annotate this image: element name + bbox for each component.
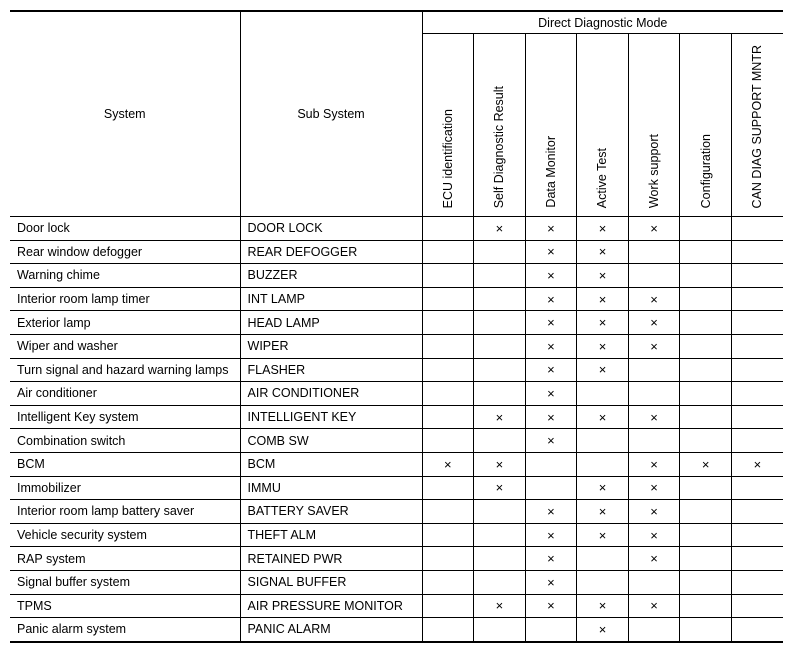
empty-cell: [628, 358, 680, 382]
table-row: [10, 570, 783, 594]
mode-header-self-diagnostic-result: Self Diagnostic Result: [474, 34, 526, 217]
system-cell: Exterior lamp: [10, 311, 240, 335]
supported-mark: ×: [474, 476, 526, 500]
empty-cell: [731, 264, 783, 288]
supported-mark: ×: [525, 358, 577, 382]
supported-mark: ×: [628, 523, 680, 547]
system-cell: Rear window defogger: [10, 240, 240, 264]
sub-system-cell: SIGNAL BUFFER: [240, 570, 422, 594]
empty-cell: [731, 476, 783, 500]
supported-mark: ×: [628, 547, 680, 571]
sub-system-cell: IMMU: [240, 476, 422, 500]
supported-mark: ×: [628, 334, 680, 358]
table-row: [10, 240, 783, 264]
empty-cell: [474, 264, 526, 288]
empty-cell: [680, 523, 732, 547]
system-cell: Turn signal and hazard warning lamps: [10, 358, 240, 382]
sub-system-cell: FLASHER: [240, 358, 422, 382]
supported-mark: ×: [577, 476, 629, 500]
sub-system-cell: REAR DEFOGGER: [240, 240, 422, 264]
supported-mark: ×: [525, 287, 577, 311]
empty-cell: [731, 618, 783, 642]
supported-mark: ×: [680, 452, 732, 476]
diagnostic-mode-table: [10, 10, 783, 643]
empty-cell: [680, 264, 732, 288]
system-column-header: System: [10, 11, 240, 217]
supported-mark: ×: [474, 217, 526, 241]
table-body: [10, 217, 783, 642]
sub-system-cell: THEFT ALM: [240, 523, 422, 547]
empty-cell: [680, 429, 732, 453]
empty-cell: [577, 382, 629, 406]
table-row: [10, 523, 783, 547]
empty-cell: [731, 287, 783, 311]
supported-mark: ×: [628, 476, 680, 500]
empty-cell: [680, 500, 732, 524]
empty-cell: [422, 594, 474, 618]
sub-system-cell: INTELLIGENT KEY: [240, 405, 422, 429]
empty-cell: [628, 382, 680, 406]
empty-cell: [525, 618, 577, 642]
system-cell: Vehicle security system: [10, 523, 240, 547]
supported-mark: ×: [577, 287, 629, 311]
supported-mark: ×: [525, 334, 577, 358]
supported-mark: ×: [577, 594, 629, 618]
empty-cell: [577, 547, 629, 571]
direct-diagnostic-mode-header: Direct Diagnostic Mode: [422, 11, 783, 34]
empty-cell: [731, 594, 783, 618]
empty-cell: [731, 405, 783, 429]
empty-cell: [680, 476, 732, 500]
supported-mark: ×: [577, 358, 629, 382]
system-cell: TPMS: [10, 594, 240, 618]
empty-cell: [680, 240, 732, 264]
empty-cell: [474, 547, 526, 571]
supported-mark: ×: [628, 287, 680, 311]
empty-cell: [422, 264, 474, 288]
supported-mark: ×: [628, 405, 680, 429]
sub-system-cell: WIPER: [240, 334, 422, 358]
empty-cell: [474, 618, 526, 642]
empty-cell: [474, 287, 526, 311]
empty-cell: [474, 334, 526, 358]
mode-header-work-support: Work support: [628, 34, 680, 217]
empty-cell: [731, 334, 783, 358]
supported-mark: ×: [525, 429, 577, 453]
empty-cell: [731, 523, 783, 547]
empty-cell: [422, 334, 474, 358]
table-row: [10, 547, 783, 571]
supported-mark: ×: [525, 217, 577, 241]
supported-mark: ×: [577, 334, 629, 358]
mode-header-data-monitor: Data Monitor: [525, 34, 577, 217]
system-cell: Warning chime: [10, 264, 240, 288]
sub-system-cell: AIR PRESSURE MONITOR: [240, 594, 422, 618]
empty-cell: [422, 429, 474, 453]
supported-mark: ×: [525, 264, 577, 288]
empty-cell: [422, 500, 474, 524]
empty-cell: [525, 452, 577, 476]
supported-mark: ×: [628, 311, 680, 335]
supported-mark: ×: [474, 405, 526, 429]
empty-cell: [680, 311, 732, 335]
empty-cell: [731, 547, 783, 571]
system-cell: Panic alarm system: [10, 618, 240, 642]
empty-cell: [422, 217, 474, 241]
system-cell: Immobilizer: [10, 476, 240, 500]
system-cell: Interior room lamp battery saver: [10, 500, 240, 524]
empty-cell: [680, 570, 732, 594]
sub-system-cell: HEAD LAMP: [240, 311, 422, 335]
mode-header-can-diag-support-mntr: CAN DIAG SUPPORT MNTR: [731, 34, 783, 217]
empty-cell: [680, 334, 732, 358]
table-row: [10, 452, 783, 476]
table-row: [10, 500, 783, 524]
table-row: [10, 405, 783, 429]
supported-mark: ×: [525, 405, 577, 429]
table-row: [10, 334, 783, 358]
empty-cell: [422, 570, 474, 594]
supported-mark: ×: [577, 618, 629, 642]
system-cell: BCM: [10, 452, 240, 476]
sub-system-cell: BCM: [240, 452, 422, 476]
empty-cell: [680, 594, 732, 618]
mode-header-active-test: Active Test: [577, 34, 629, 217]
system-cell: Wiper and washer: [10, 334, 240, 358]
empty-cell: [731, 500, 783, 524]
sub-system-cell: PANIC ALARM: [240, 618, 422, 642]
supported-mark: ×: [628, 452, 680, 476]
empty-cell: [680, 547, 732, 571]
supported-mark: ×: [422, 452, 474, 476]
empty-cell: [731, 217, 783, 241]
empty-cell: [577, 452, 629, 476]
supported-mark: ×: [577, 405, 629, 429]
supported-mark: ×: [525, 594, 577, 618]
mode-header-ecu-identification: ECU identification: [422, 34, 474, 217]
empty-cell: [680, 287, 732, 311]
supported-mark: ×: [577, 264, 629, 288]
sub-system-cell: DOOR LOCK: [240, 217, 422, 241]
supported-mark: ×: [628, 594, 680, 618]
table-row: [10, 618, 783, 642]
supported-mark: ×: [628, 500, 680, 524]
supported-mark: ×: [577, 523, 629, 547]
empty-cell: [731, 358, 783, 382]
empty-cell: [422, 358, 474, 382]
supported-mark: ×: [525, 240, 577, 264]
supported-mark: ×: [577, 311, 629, 335]
table-row: [10, 264, 783, 288]
system-cell: Intelligent Key system: [10, 405, 240, 429]
empty-cell: [628, 429, 680, 453]
system-cell: Combination switch: [10, 429, 240, 453]
empty-cell: [628, 570, 680, 594]
empty-cell: [628, 618, 680, 642]
supported-mark: ×: [525, 382, 577, 406]
empty-cell: [422, 523, 474, 547]
system-cell: RAP system: [10, 547, 240, 571]
sub-system-cell: BUZZER: [240, 264, 422, 288]
supported-mark: ×: [474, 452, 526, 476]
table-row: [10, 382, 783, 406]
supported-mark: ×: [525, 500, 577, 524]
empty-cell: [680, 358, 732, 382]
system-cell: Air conditioner: [10, 382, 240, 406]
empty-cell: [422, 476, 474, 500]
empty-cell: [680, 217, 732, 241]
supported-mark: ×: [577, 217, 629, 241]
empty-cell: [680, 382, 732, 406]
empty-cell: [422, 382, 474, 406]
sub-system-column-header: Sub System: [240, 11, 422, 217]
supported-mark: ×: [525, 570, 577, 594]
system-cell: Signal buffer system: [10, 570, 240, 594]
empty-cell: [422, 618, 474, 642]
table-row: [10, 594, 783, 618]
empty-cell: [474, 429, 526, 453]
empty-cell: [422, 547, 474, 571]
table-row: [10, 287, 783, 311]
table-row: [10, 476, 783, 500]
table-row: [10, 429, 783, 453]
empty-cell: [474, 240, 526, 264]
empty-cell: [680, 405, 732, 429]
empty-cell: [680, 618, 732, 642]
table-row: [10, 311, 783, 335]
sub-system-cell: AIR CONDITIONER: [240, 382, 422, 406]
empty-cell: [731, 311, 783, 335]
sub-system-cell: INT LAMP: [240, 287, 422, 311]
empty-cell: [628, 264, 680, 288]
supported-mark: ×: [577, 500, 629, 524]
supported-mark: ×: [525, 523, 577, 547]
empty-cell: [731, 429, 783, 453]
empty-cell: [628, 240, 680, 264]
empty-cell: [474, 311, 526, 335]
supported-mark: ×: [577, 240, 629, 264]
supported-mark: ×: [731, 452, 783, 476]
empty-cell: [731, 570, 783, 594]
sub-system-cell: COMB SW: [240, 429, 422, 453]
empty-cell: [422, 311, 474, 335]
supported-mark: ×: [525, 311, 577, 335]
empty-cell: [525, 476, 577, 500]
sub-system-cell: RETAINED PWR: [240, 547, 422, 571]
empty-cell: [474, 358, 526, 382]
empty-cell: [474, 523, 526, 547]
empty-cell: [731, 240, 783, 264]
system-cell: Door lock: [10, 217, 240, 241]
empty-cell: [422, 405, 474, 429]
supported-mark: ×: [525, 547, 577, 571]
mode-header-configuration: Configuration: [680, 34, 732, 217]
system-cell: Interior room lamp timer: [10, 287, 240, 311]
empty-cell: [474, 570, 526, 594]
supported-mark: ×: [628, 217, 680, 241]
table-row: [10, 217, 783, 241]
table-row: [10, 358, 783, 382]
empty-cell: [577, 570, 629, 594]
empty-cell: [422, 287, 474, 311]
empty-cell: [474, 500, 526, 524]
empty-cell: [422, 240, 474, 264]
empty-cell: [577, 429, 629, 453]
empty-cell: [731, 382, 783, 406]
empty-cell: [474, 382, 526, 406]
supported-mark: ×: [474, 594, 526, 618]
sub-system-cell: BATTERY SAVER: [240, 500, 422, 524]
